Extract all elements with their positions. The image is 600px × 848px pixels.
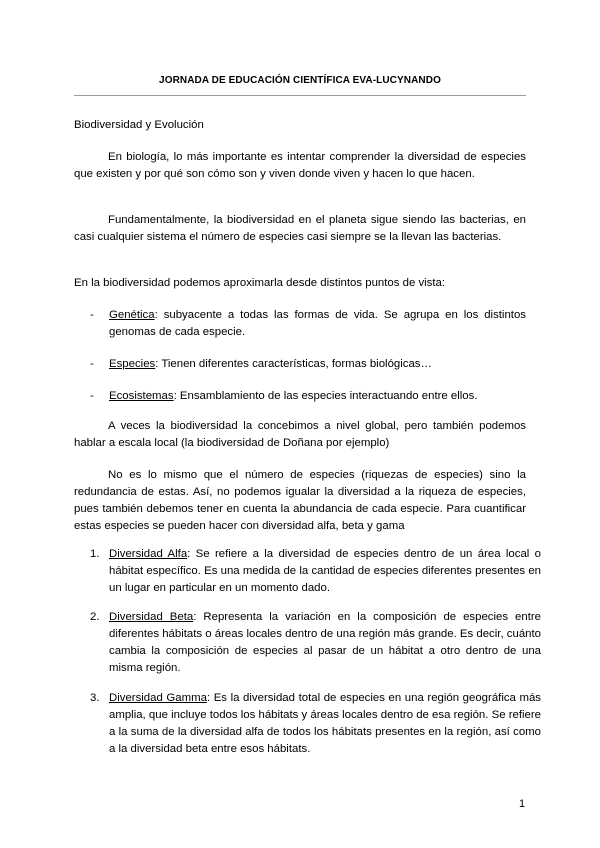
term-description: : Ensamblamiento de las especies interactuando entre ellos. <box>173 390 478 402</box>
term-description: : Es la diversidad total de especies en una región geográfica más amplia, que incluye todos los hábitats y áreas locales dentro de esa región. Se refiere a la suma de la diversidad alfa de todos los hábitats presentes en la región, así como a la diversidad beta entre esos hábitats. <box>109 692 541 755</box>
term-diversidad-beta: Diversidad Beta <box>109 611 194 623</box>
term-ecosistemas: Ecosistemas <box>109 390 174 402</box>
term-especies: Especies <box>109 358 156 370</box>
term-genetica: Genética <box>109 309 155 321</box>
term-diversidad-alfa: Diversidad Alfa <box>109 548 188 560</box>
list-item-body <box>109 356 526 373</box>
paragraph-intro: En biología, lo más importante es intentar comprender la diversidad de especies que existen y por qué son cómo son y viven donde viven y hacen lo que hacen. <box>74 151 526 180</box>
document-header-title: JORNADA DE EDUCACIÓN CIENTÍFICA EVA-LUCYNANDO <box>159 75 441 86</box>
list-item-body <box>109 690 541 758</box>
paragraph-scale: A veces la biodiversidad la concebimos a nivel global, pero también podemos hablar a escala local (la biodiversidad de Doñana por ejemplo) <box>74 420 526 449</box>
list-item-body <box>109 307 526 341</box>
bullet-dash: - <box>90 390 94 402</box>
term-description: : Se refiere a la diversidad de especies dentro de un área local o hábitat específico. Es una medida de la cantidad de especies diferentes presentes en un lugar en particular en un momento dado. <box>109 548 541 594</box>
list-number: 3. <box>90 692 100 704</box>
paragraph-viewpoints: En la biodiversidad podemos aproximarla desde distintos puntos de vista: <box>74 277 446 289</box>
paragraph-richness: No es lo mismo que el número de especies (riquezas de especies) sino la redundancia de estas. Así, no podemos igualar la diversidad a la riqueza de especies, pues también debemos tener en cuenta la abundancia de cada especie. Para cuantificar estas especies se pueden hacer con diversidad alfa, beta y gama <box>74 469 526 532</box>
list-item-body <box>109 388 526 405</box>
header-divider <box>74 95 526 96</box>
bullet-dash: - <box>90 309 94 321</box>
term-description: : Representa la variación en la composición de especies entre diferentes hábitats o áreas locales dentro de una región más grande. Es decir, cuánto cambia la composición de especies al pasar de un hábitat a otro dentro de una misma región. <box>109 611 541 674</box>
paragraph-bacteria: Fundamentalmente, la biodiversidad en el planeta sigue siendo las bacterias, en casi cualquier sistema el número de especies casi siempre se la llevan las bacterias. <box>74 214 526 243</box>
list-item-body <box>109 546 541 597</box>
term-description: : Tienen diferentes características, formas biológicas… <box>155 358 432 370</box>
term-description: : subyacente a todas las formas de vida. Se agrupa en los distintos genomas de cada especie. <box>109 309 526 338</box>
list-number: 1. <box>90 548 100 560</box>
bullet-dash: - <box>90 358 94 370</box>
term-diversidad-gamma: Diversidad Gamma <box>109 692 207 704</box>
section-title: Biodiversidad y Evolución <box>74 119 204 131</box>
page-number: 1 <box>519 798 526 810</box>
list-item-body <box>109 609 541 677</box>
list-number: 2. <box>90 611 100 623</box>
